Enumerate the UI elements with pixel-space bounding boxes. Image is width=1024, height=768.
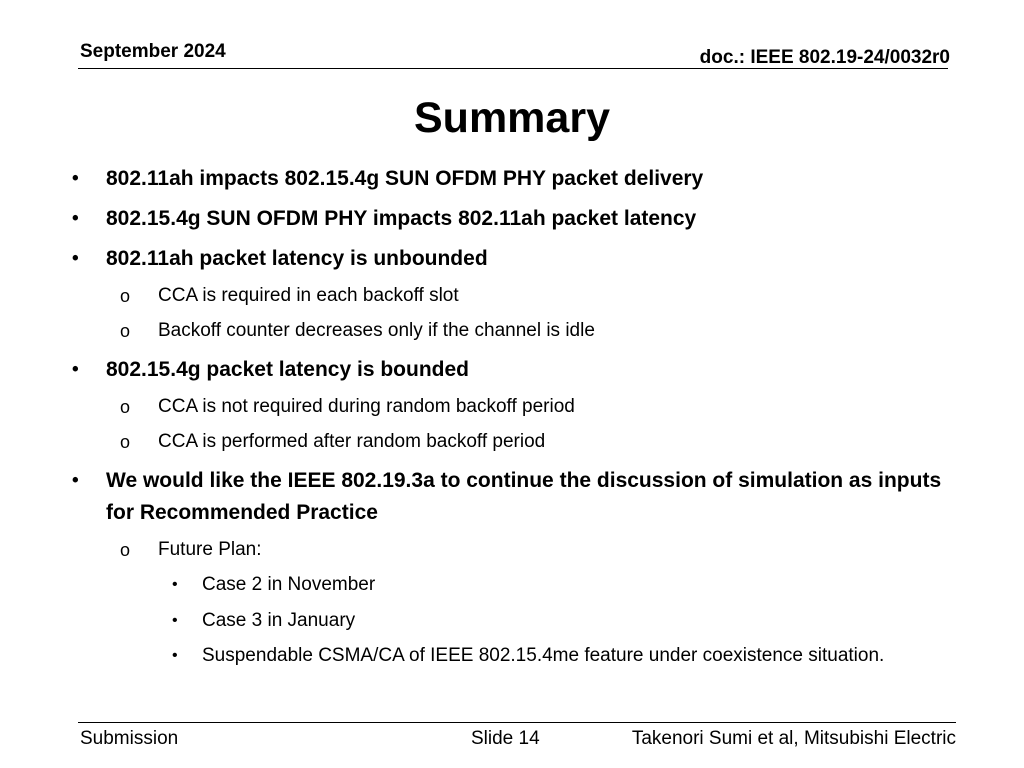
bullet-marker: •	[72, 168, 79, 189]
bullet-marker: •	[72, 359, 79, 380]
footer-divider	[78, 722, 956, 723]
bullet-item	[72, 163, 956, 195]
footer-slide-number: Slide 14	[471, 728, 540, 749]
sub-sub-bullet-text: Case 2 in November	[202, 574, 376, 595]
sub-bullet-text: CCA is performed after random backoff period	[158, 431, 546, 452]
bullet-item	[72, 243, 956, 275]
sub-bullet-item	[120, 315, 938, 347]
sub-bullet-item	[120, 426, 938, 458]
header-doc-id: doc.: IEEE 802.19-24/0032r0	[699, 47, 950, 68]
header-date: September 2024	[80, 41, 226, 62]
bullet-text: We would like the IEEE 802.19.3a to continue the discussion of simulation as inputs for Recommended Practice	[106, 469, 942, 524]
sub-sub-bullet-marker: •	[172, 647, 178, 664]
sub-sub-bullet-marker: •	[172, 576, 178, 593]
bullet-text: 802.15.4g packet latency is bounded	[106, 358, 469, 381]
bullet-item	[72, 203, 956, 235]
bullet-text: 802.11ah packet latency is unbounded	[106, 247, 488, 270]
bullet-item	[72, 354, 956, 386]
slide-title: Summary	[414, 94, 610, 142]
sub-sub-bullet-item	[172, 641, 902, 670]
sub-bullet-marker: o	[120, 432, 131, 452]
bullet-text: 802.11ah impacts 802.15.4g SUN OFDM PHY packet delivery	[106, 167, 704, 190]
header-divider	[78, 68, 948, 69]
footer-author: Takenori Sumi et al, Mitsubishi Electric	[631, 728, 956, 749]
bullet-marker: •	[72, 208, 79, 229]
bullet-marker: •	[72, 470, 79, 491]
bullet-marker: •	[72, 248, 79, 269]
sub-bullet-marker: o	[120, 397, 131, 417]
sub-bullet-text: CCA is required in each backoff slot	[158, 285, 459, 306]
sub-sub-bullet-text: Suspendable CSMA/CA of IEEE 802.15.4me feature under coexistence situation.	[202, 645, 885, 666]
sub-bullet-item	[120, 534, 938, 566]
sub-bullet-marker: o	[120, 321, 131, 341]
sub-sub-bullet-marker: •	[172, 612, 178, 629]
sub-bullet-item	[120, 280, 938, 312]
bullet-text: 802.15.4g SUN OFDM PHY impacts 802.11ah packet latency	[106, 207, 697, 230]
sub-bullet-marker: o	[120, 286, 131, 306]
sub-bullet-marker: o	[120, 540, 131, 560]
sub-sub-bullet-item	[172, 569, 902, 601]
bullet-item	[72, 465, 956, 529]
sub-bullet-text: Future Plan:	[158, 539, 262, 560]
sub-bullet-text: CCA is not required during random backoff period	[158, 396, 575, 417]
sub-sub-bullet-text: Case 3 in January	[202, 610, 356, 631]
sub-sub-bullet-item	[172, 605, 902, 637]
sub-bullet-item	[120, 391, 938, 423]
sub-bullet-text: Backoff counter decreases only if the channel is idle	[158, 320, 595, 341]
footer-submission: Submission	[80, 728, 179, 749]
